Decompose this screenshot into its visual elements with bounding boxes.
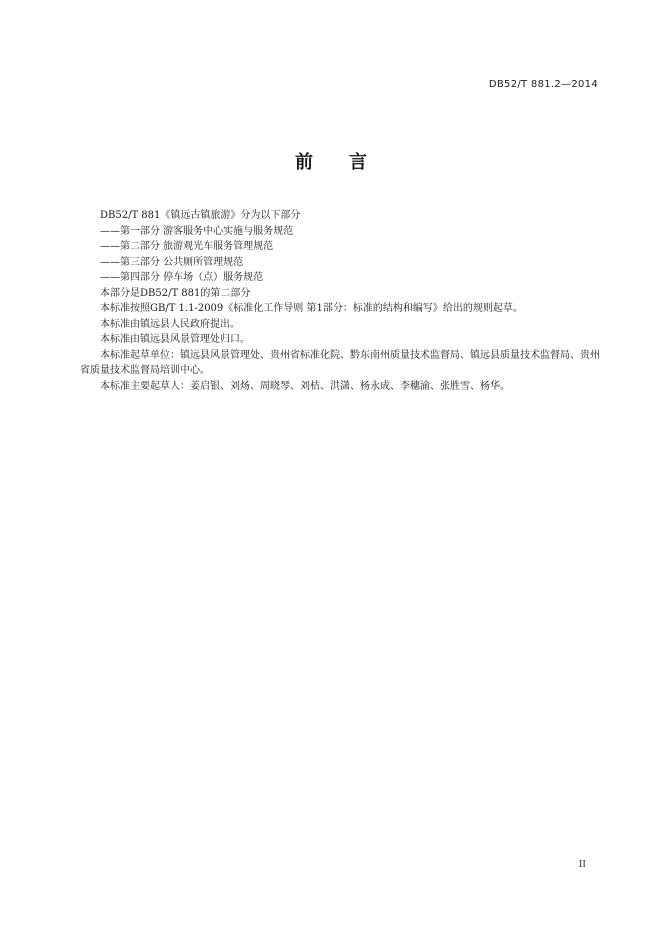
document-code: DB52/T 881.2—2014 bbox=[488, 79, 598, 90]
part-list-item: ——第四部分 停车场（点）服务规范 bbox=[100, 272, 264, 283]
part-list-item: ——第一部分 游客服务中心实施与服务规范 bbox=[100, 225, 294, 237]
drafters-paragraph: 本标准主要起草人：姜启银、刘炀、周晓琴、刘桔、洪潇、杨永成、李穗渝、张胜雪、杨华。 bbox=[100, 380, 510, 392]
foreword-paragraph: 本标准由镇远县风景管理处归口。 bbox=[100, 334, 250, 345]
drafting-units-paragraph: 本标准起草单位：镇远县风景管理处、贵州省标准化院、黔东南州质量技术监督局、镇远县质量技术监督局、贵州省质量技术监督局培训中心。 bbox=[80, 349, 600, 376]
page-title: 前言 bbox=[295, 152, 403, 173]
page-number: II bbox=[578, 860, 586, 870]
part-list-item: ——第二部分 旅游观光车服务管理规范 bbox=[100, 241, 274, 252]
part-list-item: ——第三部分 公共厕所管理规范 bbox=[100, 256, 244, 268]
foreword-paragraph: 本标准按照GB/T 1.1-2009《标准化工作导则 第1部分：标准的结构和编写》给出的规则起草。 bbox=[100, 303, 523, 314]
foreword-paragraph: 本部分是DB52/T 881的第二部分 bbox=[100, 287, 251, 299]
foreword-paragraph: 本标准由镇远县人民政府提出。 bbox=[100, 318, 240, 330]
foreword-paragraph: DB52/T 881《镇远古镇旅游》分为以下部分 bbox=[100, 210, 301, 221]
foreword-body bbox=[80, 208, 602, 394]
